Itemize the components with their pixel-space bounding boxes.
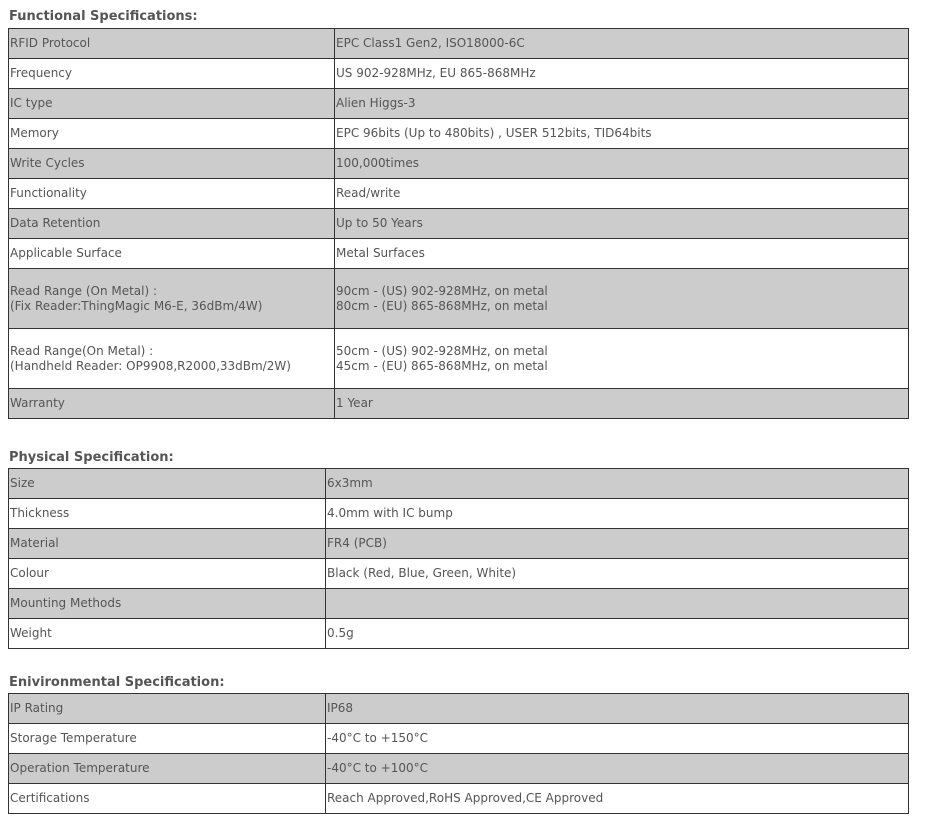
table-row <box>9 619 909 649</box>
spec-label-line: (Handheld Reader: OP9908,R2000,33dBm/2W) <box>10 358 291 373</box>
spec-label: Thickness <box>9 499 326 529</box>
spec-value: FR4 (PCB) <box>326 529 909 559</box>
spec-value: Alien Higgs-3 <box>335 89 909 119</box>
environmental-specification-table <box>8 693 909 814</box>
spec-value: 1 Year <box>335 389 909 419</box>
table-row <box>9 149 909 179</box>
table-row <box>9 89 909 119</box>
spec-label: Size <box>9 469 326 499</box>
spec-label: Material <box>9 529 326 559</box>
spec-value <box>335 269 909 329</box>
spec-value: -40°C to +100°C <box>326 754 909 784</box>
table-row <box>9 559 909 589</box>
spec-value: EPC Class1 Gen2, ISO18000-6C <box>335 29 909 59</box>
functional-specifications-section <box>8 6 909 419</box>
spec-value: 100,000times <box>335 149 909 179</box>
table-row <box>9 59 909 89</box>
spec-value: IP68 <box>326 694 909 724</box>
spec-label: Functionality <box>9 179 335 209</box>
environmental-specification-heading: Enivironmental Specification: <box>9 675 225 690</box>
spec-value <box>335 329 909 389</box>
spec-value-line: 80cm - (EU) 865-868MHz, on metal <box>336 298 548 313</box>
spec-value-line: 50cm - (US) 902-928MHz, on metal <box>336 343 548 358</box>
spec-label: Warranty <box>9 389 335 419</box>
table-row <box>9 784 909 814</box>
table-row <box>9 119 909 149</box>
spec-label: IP Rating <box>9 694 326 724</box>
spec-label: Weight <box>9 619 326 649</box>
table-row <box>9 179 909 209</box>
table-row <box>9 754 909 784</box>
table-row <box>9 589 909 619</box>
spec-value: EPC 96bits (Up to 480bits) , USER 512bits, TID64bits <box>335 119 909 149</box>
spec-value <box>326 589 909 619</box>
spec-value: Black (Red, Blue, Green, White) <box>326 559 909 589</box>
spec-value: 4.0mm with IC bump <box>326 499 909 529</box>
physical-specification-heading: Physical Specification: <box>9 450 174 465</box>
table-row <box>9 724 909 754</box>
table-row <box>9 529 909 559</box>
spec-value: Read/write <box>335 179 909 209</box>
spec-value: Metal Surfaces <box>335 239 909 269</box>
functional-specifications-table <box>8 28 909 419</box>
spec-label: Data Retention <box>9 209 335 239</box>
spec-label: Frequency <box>9 59 335 89</box>
spec-value: Up to 50 Years <box>335 209 909 239</box>
spec-value-line: 45cm - (EU) 865-868MHz, on metal <box>336 358 548 373</box>
spec-value: 6x3mm <box>326 469 909 499</box>
table-row <box>9 29 909 59</box>
spec-label: Applicable Surface <box>9 239 335 269</box>
spec-label: RFID Protocol <box>9 29 335 59</box>
spec-label: Write Cycles <box>9 149 335 179</box>
spec-label: Storage Temperature <box>9 724 326 754</box>
spec-value: Reach Approved,RoHS Approved,CE Approved <box>326 784 909 814</box>
spec-label <box>9 329 335 389</box>
spec-label: Colour <box>9 559 326 589</box>
functional-specifications-heading: Functional Specifications: <box>9 9 198 24</box>
environmental-specification-section <box>8 672 909 814</box>
spec-label <box>9 269 335 329</box>
table-row <box>9 499 909 529</box>
table-row <box>9 694 909 724</box>
spec-value: -40°C to +150°C <box>326 724 909 754</box>
spec-label-line: (Fix Reader:ThingMagic M6-E, 36dBm/4W) <box>10 298 263 313</box>
spec-label-line: Read Range(On Metal) : <box>10 343 154 358</box>
table-row <box>9 239 909 269</box>
spec-label-line: Read Range (On Metal) : <box>10 283 158 298</box>
physical-specification-section <box>8 447 909 649</box>
spec-label: Mounting Methods <box>9 589 326 619</box>
spec-value: US 902-928MHz, EU 865-868MHz <box>335 59 909 89</box>
table-row <box>9 329 909 389</box>
spec-label: Operation Temperature <box>9 754 326 784</box>
table-row <box>9 469 909 499</box>
spec-value: 0.5g <box>326 619 909 649</box>
physical-specification-table <box>8 468 909 649</box>
spec-label: Memory <box>9 119 335 149</box>
table-row <box>9 209 909 239</box>
spec-value-line: 90cm - (US) 902-928MHz, on metal <box>336 283 548 298</box>
table-row <box>9 269 909 329</box>
spec-label: Certifications <box>9 784 326 814</box>
table-row <box>9 389 909 419</box>
spec-label: IC type <box>9 89 335 119</box>
